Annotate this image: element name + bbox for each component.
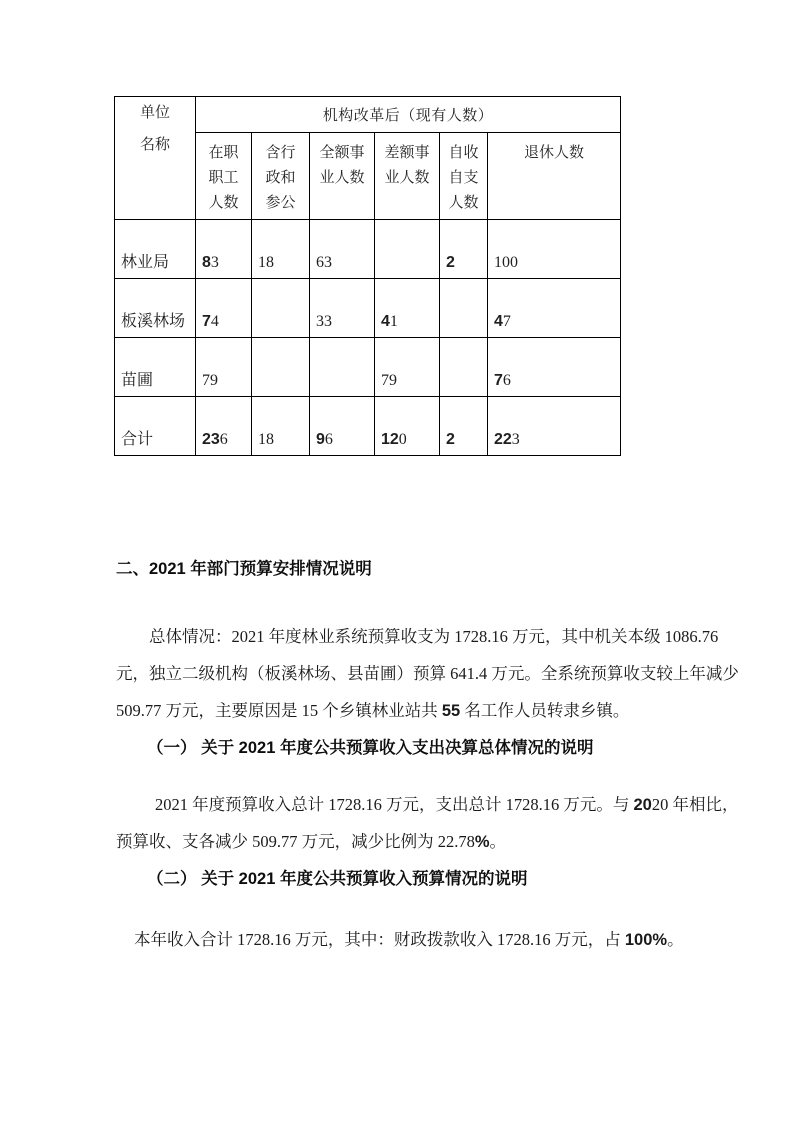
subheading-1 [147, 738, 593, 758]
value-cell [252, 338, 310, 397]
unit-name-cell: 苗圃 [115, 338, 196, 397]
text-run: 0 [398, 431, 407, 448]
unit-name-cell: 合计 [115, 397, 196, 456]
column-header-line: 业人数 [319, 170, 365, 186]
value-cell [310, 279, 375, 338]
text-run: 509.77 万元，主要原因是 15 个乡镇林业站共 [116, 701, 442, 720]
text-run: 预算收、支各减少 509.77 万元，减少比例为 22.78 [116, 832, 475, 851]
text-run: 元，独立二级机构（板溪林场、县苗圃）预算 641.4 万元。全系统预算收支较上年减少 [116, 664, 739, 683]
income-expense-line-1 [155, 795, 738, 815]
column-header-line: 政和 [265, 170, 296, 186]
value-cell [310, 220, 375, 279]
subheading-2 [147, 869, 527, 889]
column-header-line: 职工 [208, 170, 239, 186]
value-cell [196, 397, 252, 456]
emphasized-number: 2 [446, 254, 455, 271]
column-header-4 [375, 133, 440, 220]
unit-name-cell: 林业局 [115, 220, 196, 279]
value-cell [440, 338, 488, 397]
text-run: 20 年相比， [651, 795, 739, 814]
column-header-line: 人数 [208, 195, 239, 211]
text-run: 。 [667, 930, 684, 949]
text-run: 。 [489, 832, 507, 851]
column-header-3 [310, 133, 375, 220]
value-cell [440, 279, 488, 338]
value-cell [488, 338, 621, 397]
column-header-line: 差额事 [384, 145, 430, 161]
emphasized-number: 22 [494, 431, 512, 448]
text-run: 6 [219, 431, 228, 448]
table-row [115, 220, 621, 279]
text-run: 7 [502, 313, 511, 330]
staff-table [114, 96, 621, 456]
emphasized-number: % [474, 833, 490, 851]
text-run: 79 [202, 372, 218, 389]
column-header-line: 自收 [448, 145, 479, 161]
column-header-line: 在职 [208, 145, 239, 161]
emphasized-number: 9 [316, 431, 325, 448]
emphasized-number: 100% [624, 931, 668, 949]
table-row [115, 397, 621, 456]
column-header-line: 参公 [265, 195, 296, 211]
value-cell [375, 279, 440, 338]
text-run: 79 [381, 372, 397, 389]
column-header-line: 自支 [448, 170, 479, 186]
value-cell [252, 397, 310, 456]
unit-header-line-1: 单位 [139, 105, 170, 121]
text-run: 名工作人员转隶乡镇。 [460, 701, 630, 720]
value-cell [310, 397, 375, 456]
text-run: 6 [502, 372, 511, 389]
emphasized-number: 12 [381, 431, 399, 448]
value-cell [488, 397, 621, 456]
text-run: 2021 年度预算收入总计 1728.16 万元，支出总计 1728.16 万元。与 [155, 795, 634, 814]
emphasized-number: 7 [494, 372, 503, 389]
table-row [115, 279, 621, 338]
text-run: 18 [258, 431, 274, 448]
revenue-line-1 [134, 930, 684, 950]
overview-line-3 [116, 701, 629, 721]
value-cell [252, 279, 310, 338]
emphasized-number: 7 [202, 313, 211, 330]
value-cell [196, 220, 252, 279]
unit-name-cell: 板溪林场 [115, 279, 196, 338]
column-header-5 [440, 133, 488, 220]
value-cell [252, 220, 310, 279]
column-header-line: 含行 [265, 145, 296, 161]
value-cell [440, 220, 488, 279]
overview-line-2 [116, 664, 739, 684]
income-expense-line-2 [116, 832, 506, 852]
value-cell [440, 397, 488, 456]
value-cell [196, 338, 252, 397]
value-cell [375, 397, 440, 456]
text-run: 1 [389, 313, 398, 330]
value-cell [375, 338, 440, 397]
value-cell [488, 279, 621, 338]
staff-table-body [115, 97, 621, 456]
column-header-line: 业人数 [384, 170, 430, 186]
emphasized-number: 4 [381, 313, 390, 330]
column-header-6 [488, 133, 621, 220]
emphasized-number: 20 [633, 796, 652, 814]
text-run: 6 [324, 431, 333, 448]
column-header-line: 全额事 [319, 145, 365, 161]
group-header: 机构改革后（现有人数） [196, 97, 621, 133]
text-run: 总体情况：2021 年度林业系统预算收支为 1728.16 万元，其中机关本级 1086.76 [149, 627, 719, 646]
text-run: 二、2021 年部门预算安排情况说明 [116, 560, 372, 578]
unit-name-header [115, 97, 196, 220]
overview-line-1 [149, 627, 718, 647]
column-header-line: 人数 [448, 195, 479, 211]
value-cell [375, 220, 440, 279]
text-run: 3 [511, 431, 520, 448]
value-cell [196, 279, 252, 338]
text-run: 18 [258, 254, 274, 271]
text-run: 4 [210, 313, 219, 330]
text-run: 100 [494, 254, 518, 271]
column-header-2 [252, 133, 310, 220]
text-run: （二） 关于 2021 年度公共预算收入预算情况的说明 [147, 870, 528, 888]
value-cell [488, 220, 621, 279]
text-run: 3 [210, 254, 219, 271]
table-row [115, 338, 621, 397]
emphasized-number: 4 [494, 313, 503, 330]
emphasized-number: 23 [202, 431, 220, 448]
table-header-row [115, 97, 621, 133]
emphasized-number: 55 [441, 702, 461, 720]
text-run: （一） 关于 2021 年度公共预算收入支出决算总体情况的说明 [147, 739, 594, 757]
text-run: 本年收入合计 1728.16 万元，其中：财政拨款收入 1728.16 万元，占 [134, 930, 625, 949]
value-cell [310, 338, 375, 397]
section-heading [116, 559, 372, 579]
column-header-1 [196, 133, 252, 220]
unit-header-line-2: 名称 [139, 137, 170, 153]
emphasized-number: 8 [202, 254, 211, 271]
column-header-line: 退休人数 [524, 145, 585, 161]
text-run: 63 [316, 254, 332, 271]
text-run: 33 [316, 313, 332, 330]
emphasized-number: 2 [446, 431, 455, 448]
